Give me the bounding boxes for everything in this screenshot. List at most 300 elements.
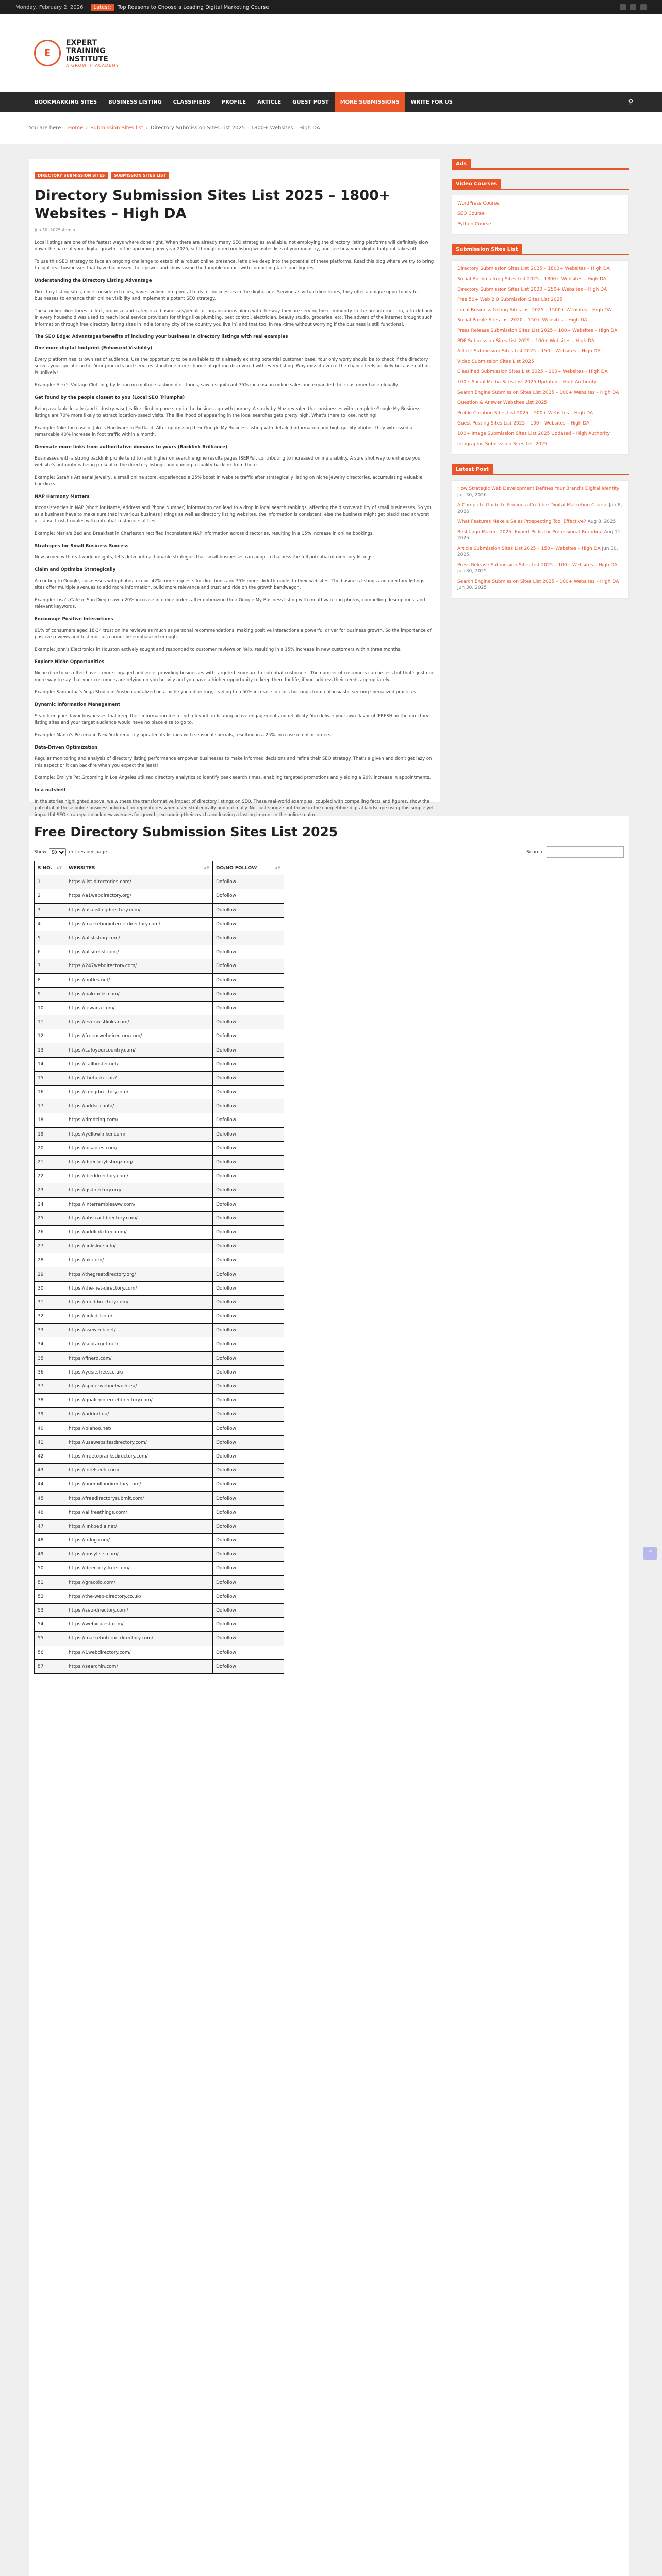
- nav-business-listing[interactable]: BUSINESS LISTING: [108, 99, 162, 105]
- follow-type: Dofollow: [213, 1113, 284, 1127]
- table-search-input[interactable]: [547, 846, 624, 858]
- follow-type: Dofollow: [213, 1071, 284, 1085]
- latest-post-date: Aug 8, 2025: [587, 519, 616, 524]
- breadcrumb-section[interactable]: Submission Sites list: [90, 125, 143, 131]
- website-url[interactable]: https://abstractdirectory.com/: [65, 1211, 213, 1225]
- table-row: [35, 1253, 284, 1267]
- website-url[interactable]: https://spiderwebnetwork.eu/: [65, 1379, 213, 1393]
- latest-post-item[interactable]: [457, 579, 623, 591]
- row-number: 44: [35, 1478, 65, 1492]
- table-row: [35, 1548, 284, 1562]
- website-url[interactable]: https://list-directories.com/: [65, 875, 213, 889]
- article-paragraph: Example: Emily's Pet Grooming in Los Angeles utilized directory analytics to identify peak search times, enabling targeted promotions and yielding a 20% increase in appointments.: [35, 775, 431, 781]
- table-row: [35, 889, 284, 903]
- article-subheading: Dynamic Information Management: [35, 702, 121, 707]
- latest-post-item[interactable]: [457, 562, 623, 574]
- latest-post-title[interactable]: Article Submission Sites List 2025 – 150+ Websites – High DA: [457, 546, 601, 551]
- submission-list-link[interactable]: Guest Posting Sites List 2025 – 100+ Websites – High DA: [457, 421, 590, 426]
- website-url[interactable]: https://hotles.net/: [65, 973, 213, 987]
- row-number: 17: [35, 1099, 65, 1113]
- follow-type: Dofollow: [213, 1127, 284, 1141]
- website-url[interactable]: https://onemillondirectory.com/: [65, 1478, 213, 1492]
- row-number: 55: [35, 1632, 65, 1646]
- follow-type: Dofollow: [213, 1589, 284, 1603]
- article-paragraph: Businesses with a strong backlink profile tend to rank higher on search engine results pages (SERPs), contributing to increased online visibility. A sure shot way to enhance your website's authority is being present in the directory listings and gaining a quality backlink from there.: [35, 456, 422, 468]
- website-url[interactable]: https://uk.com/: [65, 1253, 213, 1267]
- website-url[interactable]: https://blahoo.net/: [65, 1421, 213, 1435]
- website-url[interactable]: https://intelseek.com/: [65, 1464, 213, 1478]
- video-course-link[interactable]: SEO Course: [457, 211, 485, 216]
- follow-type: Dofollow: [213, 1240, 284, 1253]
- latest-post-item[interactable]: [457, 486, 623, 498]
- website-url[interactable]: https://h-log.com/: [65, 1534, 213, 1548]
- breadcrumb-home[interactable]: Home: [68, 125, 84, 131]
- table-row: [35, 1267, 284, 1281]
- column-header-follow[interactable]: DO/NO FOLLOW ▲▼: [213, 861, 284, 875]
- column-header-websites[interactable]: WEBSITES ▲▼: [65, 861, 213, 875]
- table-row: [35, 945, 284, 959]
- website-url[interactable]: https://linkslive.info/: [65, 1240, 213, 1253]
- table-row: [35, 1449, 284, 1463]
- website-url[interactable]: https://allsitelist.com/: [65, 945, 213, 959]
- current-date: Monday, February 2, 2026: [15, 4, 84, 10]
- article-paragraph: 91% of consumers aged 18-34 trust online reviews as much as personal recommendations, making positive interactions a powerful driver for business growth. So the importance of positive reviews and testimonials cannot be emphasized enough.: [35, 628, 432, 640]
- follow-type: Dofollow: [213, 875, 284, 889]
- table-row: [35, 1183, 284, 1197]
- follow-type: Dofollow: [213, 1001, 284, 1015]
- website-url[interactable]: https://allslisting.com/: [65, 931, 213, 945]
- submission-list-link[interactable]: Profile Creation Sites List 2025 – 500+ Websites – High DA: [457, 411, 593, 416]
- table-row: [35, 1324, 284, 1337]
- follow-type: Dofollow: [213, 1659, 284, 1673]
- post-article: [29, 159, 440, 818]
- linkedin-icon[interactable]: [640, 4, 647, 10]
- follow-type: Dofollow: [213, 1365, 284, 1379]
- latest-post-date: Jun 30, 2025: [457, 546, 618, 557]
- table-row: [35, 1295, 284, 1309]
- table-row: [35, 1394, 284, 1408]
- row-number: 16: [35, 1086, 65, 1099]
- nav-classifieds[interactable]: CLASSIFIEDS: [173, 99, 210, 105]
- row-number: 34: [35, 1337, 65, 1351]
- row-number: 43: [35, 1464, 65, 1478]
- follow-type: Dofollow: [213, 1141, 284, 1155]
- table-row: [35, 1492, 284, 1505]
- row-number: 30: [35, 1281, 65, 1295]
- article-paragraph: Example: Alex's Vintage Clothing, by listing on multiple fashion directories, saw a significant 35% increase in online sales and expanded their customer base globally.: [35, 383, 399, 388]
- follow-type: Dofollow: [213, 1449, 284, 1463]
- row-number: 51: [35, 1575, 65, 1589]
- follow-type: Dofollow: [213, 945, 284, 959]
- article-subheading: Get found by the people closest to you (Local SEO Triumphs): [35, 395, 185, 400]
- website-url[interactable]: https://jewana.com/: [65, 1001, 213, 1015]
- website-url[interactable]: https://thegreatdirectory.org/: [65, 1267, 213, 1281]
- row-number: 37: [35, 1379, 65, 1393]
- follow-type: Dofollow: [213, 1646, 284, 1659]
- latest-post-date: Jan 8, 2026: [457, 503, 622, 514]
- row-number: 50: [35, 1562, 65, 1575]
- article-subheading: Understanding the Directory Listing Advantage: [35, 278, 152, 283]
- website-url[interactable]: https://usawebsitesdirectory.com/: [65, 1435, 213, 1449]
- row-number: 9: [35, 987, 65, 1001]
- search-label: Search:: [526, 850, 544, 855]
- website-url[interactable]: https://gracolo.com/: [65, 1575, 213, 1589]
- article-body: [35, 240, 435, 819]
- table-row: [35, 1589, 284, 1603]
- follow-type: Dofollow: [213, 1155, 284, 1169]
- article-paragraph: Example: John's Electronics in Houston actively sought and responded to customer reviews on Yelp, resulting in a 15% increase in new customers within three months.: [35, 647, 402, 652]
- row-number: 10: [35, 1001, 65, 1015]
- row-number: 21: [35, 1155, 65, 1169]
- row-number: 13: [35, 1043, 65, 1057]
- follow-type: Dofollow: [213, 1337, 284, 1351]
- show-label: Show: [34, 850, 47, 855]
- table-row: [35, 1618, 284, 1632]
- facebook-icon[interactable]: [620, 4, 626, 10]
- row-number: 19: [35, 1127, 65, 1141]
- website-url[interactable]: https://congdirectory.info/: [65, 1086, 213, 1099]
- logo-tagline: A GROWTH ACADEMY: [66, 63, 119, 68]
- website-url[interactable]: https://yesitsfree.co.uk/: [65, 1365, 213, 1379]
- row-number: 25: [35, 1211, 65, 1225]
- row-number: 35: [35, 1351, 65, 1365]
- follow-type: Dofollow: [213, 1225, 284, 1239]
- row-number: 54: [35, 1618, 65, 1632]
- website-url[interactable]: https://addurl.nu/: [65, 1408, 213, 1421]
- row-number: 24: [35, 1197, 65, 1211]
- row-number: 15: [35, 1071, 65, 1085]
- article-subheading: Explore Niche Opportunities: [35, 659, 105, 665]
- row-number: 39: [35, 1408, 65, 1421]
- follow-type: Dofollow: [213, 1267, 284, 1281]
- table-row: [35, 1464, 284, 1478]
- website-url[interactable]: https://gsdirectory.org/: [65, 1183, 213, 1197]
- follow-type: Dofollow: [213, 1478, 284, 1492]
- follow-type: Dofollow: [213, 1505, 284, 1519]
- submission-list-link[interactable]: 100+ Image Submission Sites List 2025 Updated – High Authority: [457, 431, 610, 436]
- row-number: 7: [35, 959, 65, 973]
- row-number: 27: [35, 1240, 65, 1253]
- row-number: 6: [35, 945, 65, 959]
- row-number: 5: [35, 931, 65, 945]
- article-paragraph: Directory listing sites, once considered relics, have evolved into pivotal tools for businesses in the digital age. Serving as virtual directories, they offer a unique opportunity for businesses to enhance their online visibility and implement a potent SEO strategy.: [35, 290, 419, 301]
- website-url[interactable]: https://thetusker.biz/: [65, 1071, 213, 1085]
- latest-post-title[interactable]: Best Logo Makers 2025: Expert Picks for Professional Branding: [457, 530, 603, 535]
- table-row: [35, 1225, 284, 1239]
- latest-post-item[interactable]: [457, 519, 623, 525]
- latest-news-link[interactable]: Top Reasons to Choose a Leading Digital Marketing Course: [117, 4, 269, 10]
- website-url[interactable]: https://everbestlinks.com/: [65, 1015, 213, 1029]
- submission-list-link[interactable]: Question & Answer Websites List 2025: [457, 400, 547, 405]
- submission-list-link[interactable]: Article Submission Sites List 2025 – 150+ Websites – High DA: [457, 349, 601, 354]
- website-url[interactable]: https://yellowlinker.com/: [65, 1127, 213, 1141]
- search-icon[interactable]: ⚲: [628, 98, 633, 106]
- article-paragraph: Example: Marco's Pizzeria in New York regularly updated its listings with seasonal specials, resulting in a 25% increase in online orders.: [35, 733, 332, 738]
- submission-list-link[interactable]: Social Profile Sites List 2020 – 150+ Websites – High DA: [457, 318, 587, 323]
- follow-type: Dofollow: [213, 1534, 284, 1548]
- table-row: [35, 1170, 284, 1183]
- breadcrumb: You are here : Home › Submission Sites list › Directory Submission Sites List 2025 – 1800+ Websites – High DA: [0, 112, 662, 144]
- row-number: 45: [35, 1492, 65, 1505]
- nav-bookmarking[interactable]: BOOKMARKING SITES: [35, 99, 97, 105]
- follow-type: Dofollow: [213, 1575, 284, 1589]
- submission-list-link[interactable]: PDF Submission Sites List 2025 – 100+ Websites – High DA: [457, 338, 595, 344]
- directory-table-section: [29, 816, 629, 2576]
- logo-mark: E: [34, 40, 61, 66]
- row-number: 56: [35, 1646, 65, 1659]
- row-number: 23: [35, 1183, 65, 1197]
- table-row: [35, 1646, 284, 1659]
- table-row: [35, 931, 284, 945]
- follow-type: Dofollow: [213, 1043, 284, 1057]
- table-row: [35, 1057, 284, 1071]
- video-course-link[interactable]: Python Course: [457, 222, 491, 227]
- latest-post-title[interactable]: How Strategic Web Development Defines Your Brand's Digital Identity: [457, 486, 620, 492]
- website-url[interactable]: https://usalistingdirectory.com/: [65, 903, 213, 917]
- article-paragraph: These online directories collect, organize and categorize businesses/people or organizations along with the way they are serving the community. In the pre-internet era, a thick book in every household was used to reach local service providers for things like plumbing, pest control, electrician, beauty studio, groceries, etc. The advent of the internet brought such information through free directory listing sites in India (or any city of the country you live in) and that too, in real-time without worrying if the business is still functional.: [35, 309, 433, 327]
- follow-type: Dofollow: [213, 1310, 284, 1324]
- row-number: 40: [35, 1421, 65, 1435]
- article-subheading: Strategies for Small Business Success: [35, 544, 129, 549]
- table-row: [35, 1365, 284, 1379]
- row-number: 18: [35, 1113, 65, 1127]
- website-url[interactable]: https://marketinginternetdirectory.com/: [65, 917, 213, 931]
- table-row: [35, 1281, 284, 1295]
- submission-list-link[interactable]: Infographic Submission Sites List 2025: [457, 442, 548, 447]
- widget-title: Latest Post: [452, 464, 493, 475]
- logo-line2: TRAINING: [66, 46, 106, 55]
- table-row: [35, 1435, 284, 1449]
- submission-list-widget: [452, 244, 629, 455]
- top-bar: [0, 0, 662, 14]
- article-paragraph: Example: Sarah's Artisanal Jewelry, a small online store, experienced a 25% boost in website traffic after strategically listing on niche jewelry directories, accumulating valuable backlinks.: [35, 475, 423, 487]
- widget-title: Video Courses: [452, 179, 501, 190]
- table-row: [35, 903, 284, 917]
- submission-list-link[interactable]: Social Bookmarking Sites List 2025 – 1800+ Websites – High DA: [457, 277, 607, 282]
- follow-type: Dofollow: [213, 1618, 284, 1632]
- table-row: [35, 1029, 284, 1043]
- website-url[interactable]: https://interrambleaww.com/: [65, 1197, 213, 1211]
- site-header: [0, 14, 662, 92]
- logo-line1: EXPERT: [66, 38, 97, 47]
- latest-post-title[interactable]: Press Release Submission Sites List 2025 – 100+ Websites – High DA: [457, 563, 618, 568]
- table-row: [35, 973, 284, 987]
- website-url[interactable]: https://pakranks.com/: [65, 987, 213, 1001]
- website-url[interactable]: https://the-net-directory.com/: [65, 1281, 213, 1295]
- follow-type: Dofollow: [213, 1408, 284, 1421]
- follow-type: Dofollow: [213, 889, 284, 903]
- twitter-icon[interactable]: [630, 4, 636, 10]
- latest-post-widget: [452, 464, 629, 599]
- row-number: 12: [35, 1029, 65, 1043]
- article-paragraph: To use this SEO strategy to face an ongoing challenge to establish a robust online presence, let's dive deep into the potential of these platforms. Read this blog where we try to bring to light real businesses that have harnessed their power and showcasing the tangible impact with compelling facts and figures.: [35, 259, 434, 271]
- article-paragraph: Now armed with real-world insights, let's delve into actionable strategies that small businesses can adopt to harness the full potential of directory listings:: [35, 555, 374, 560]
- submission-list-link[interactable]: Free 50+ Web 2.0 Submission Sites List 2025: [457, 297, 563, 302]
- row-number: 47: [35, 1519, 65, 1533]
- table-controls: [34, 846, 624, 858]
- table-row: [35, 1659, 284, 1673]
- follow-type: Dofollow: [213, 1324, 284, 1337]
- article-subheading: Data-Driven Optimization: [35, 745, 98, 750]
- follow-type: Dofollow: [213, 1295, 284, 1309]
- follow-type: Dofollow: [213, 973, 284, 987]
- website-url[interactable]: https://the-web-directory.co.uk/: [65, 1589, 213, 1603]
- follow-type: Dofollow: [213, 1183, 284, 1197]
- website-url[interactable]: https://247webdirectory.com/: [65, 959, 213, 973]
- row-number: 31: [35, 1295, 65, 1309]
- follow-type: Dofollow: [213, 903, 284, 917]
- row-number: 4: [35, 917, 65, 931]
- article-paragraph: Inconsistencies in NAP (short for Name, Address and Phone Number) information can lead to a drop in local search rankings, affecting the discoverability of small businesses. So you as a business have to make sure that in various business listings as well as directory listing websites, the information is consistent, else the business might get blacklisted at worst or cause trust-troubles with potential customers at best.: [35, 505, 433, 524]
- row-number: 33: [35, 1324, 65, 1337]
- website-url[interactable]: https://qualityinternetdirectory.com/: [65, 1394, 213, 1408]
- nav-more-submissions[interactable]: MORE SUBMISSIONS: [335, 92, 405, 112]
- row-number: 20: [35, 1141, 65, 1155]
- row-number: 14: [35, 1057, 65, 1071]
- submission-list-link[interactable]: 100+ Social Media Sites List 2025 Updated – High Authority: [457, 380, 597, 385]
- row-number: 42: [35, 1449, 65, 1463]
- row-number: 57: [35, 1659, 65, 1673]
- video-courses-widget: [452, 179, 629, 235]
- website-url[interactable]: https://sseweek.net/: [65, 1324, 213, 1337]
- website-url[interactable]: https://seo-directory.com/: [65, 1603, 213, 1617]
- table-row: [35, 1505, 284, 1519]
- website-url[interactable]: https://marketinternetdirectory.com/: [65, 1632, 213, 1646]
- breadcrumb-current: Directory Submission Sites List 2025 – 1800+ Websites – High DA: [150, 125, 320, 131]
- submission-list-link[interactable]: Directory Submission Sites List 2020 – 250+ Websites – High DA: [457, 287, 607, 292]
- website-url[interactable]: https://directorylistingz.org/: [65, 1155, 213, 1169]
- row-number: 48: [35, 1534, 65, 1548]
- article-subheading: Generate more links from authoritative domains to yours (Backlink Brilliance): [35, 445, 227, 450]
- website-url[interactable]: https://directory-free.com/: [65, 1562, 213, 1575]
- social-icons: [620, 4, 647, 10]
- submission-list-link[interactable]: Press Release Submission Sites List 2025 – 100+ Websites – High DA: [457, 328, 618, 333]
- website-url[interactable]: https://feeddirectory.com/: [65, 1295, 213, 1309]
- scroll-to-top-button[interactable]: ⌃: [643, 1547, 657, 1560]
- website-url[interactable]: https://addsite.info/: [65, 1099, 213, 1113]
- website-url[interactable]: https://finerd.com/: [65, 1351, 213, 1365]
- website-url[interactable]: https://linkpedia.net/: [65, 1519, 213, 1533]
- website-url[interactable]: https://webxquest.com/: [65, 1618, 213, 1632]
- website-url[interactable]: https://linkidd.info/: [65, 1310, 213, 1324]
- article-subheading: Encourage Positive Interactions: [35, 617, 113, 622]
- row-number: 29: [35, 1267, 65, 1281]
- breadcrumb-prefix: You are here: [29, 125, 61, 131]
- nav-guest-post[interactable]: GUEST POST: [292, 99, 329, 105]
- latest-post-title[interactable]: What Features Make a Sales Prospecting Tool Effective?: [457, 519, 586, 524]
- latest-post-item[interactable]: [457, 502, 623, 515]
- follow-type: Dofollow: [213, 1170, 284, 1183]
- post-title: Directory Submission Sites List 2025 – 1800+ Websites – High DA: [35, 188, 391, 222]
- website-url[interactable]: https://freeprwebdirectory.com/: [65, 1029, 213, 1043]
- article-subheading: NAP Harmony Matters: [35, 494, 90, 499]
- website-url[interactable]: https://cafoyourcountry.com/: [65, 1043, 213, 1057]
- article-paragraph: Regular monitoring and analysis of directory listing performance empower businesses to make informed decisions and refine their SEO strategy. That's a given and don't get lazy on this aspect or it can backfire when you expect the least!: [35, 756, 432, 768]
- article-paragraph: Every platform has its own set of audience. Use the opportunity to be available to this already existing potential customer base. Your only worry should be to check if the directory serves your specific niche. Your products and services stand one more chance of getting discovered with every listing. Why miss it even if the chance feels unlikely because nothing is unlikely!: [35, 357, 432, 376]
- latest-post-item[interactable]: [457, 529, 623, 541]
- table-row: [35, 1632, 284, 1646]
- website-url[interactable]: https://allfreethings.com/: [65, 1505, 213, 1519]
- follow-type: Dofollow: [213, 1253, 284, 1267]
- category-badge[interactable]: DIRECTORY SUBMISSION SITES: [35, 172, 108, 179]
- website-url[interactable]: https://freetopranksdirectory.com/: [65, 1449, 213, 1463]
- latest-post-date: Jan 30, 2026: [457, 493, 487, 498]
- latest-post-date: Aug 11, 2025: [457, 530, 622, 541]
- follow-type: Dofollow: [213, 1057, 284, 1071]
- latest-post-title[interactable]: A Complete Guide to Finding a Credible Digital Marketing Course: [457, 503, 608, 508]
- table-row: [35, 1562, 284, 1575]
- row-number: 11: [35, 1015, 65, 1029]
- website-url[interactable]: https://freedirectorysubmit.com/: [65, 1492, 213, 1505]
- latest-post-title[interactable]: Search Engine Submission Sites List 2025 – 100+ Websites – High DA: [457, 579, 619, 584]
- follow-type: Dofollow: [213, 1464, 284, 1478]
- table-row: [35, 1155, 284, 1169]
- table-row: [35, 1351, 284, 1365]
- submission-list-link[interactable]: Directory Submission Sites List 2025 – 1800+ Websites – High DA: [457, 266, 610, 272]
- table-row: [35, 1603, 284, 1617]
- site-logo[interactable]: [34, 39, 119, 68]
- website-url[interactable]: https://callbuster.net/: [65, 1057, 213, 1071]
- follow-type: Dofollow: [213, 1519, 284, 1533]
- article-paragraph: Example: Lisa's Café in San Diego saw a 20% increase in online orders after optimizing their Google My Business listing with mouthwatering photos, compelling descriptions, and relevant keywords.: [35, 598, 425, 609]
- table-row: [35, 1113, 284, 1127]
- category-badge[interactable]: SUBMISSION SITES LIST: [111, 172, 169, 179]
- website-url[interactable]: https://dmozing.com/: [65, 1113, 213, 1127]
- follow-type: Dofollow: [213, 1548, 284, 1562]
- article-subheading: In a nutshell: [35, 788, 65, 793]
- website-url[interactable]: https://1webdirectory.com/: [65, 1646, 213, 1659]
- article-paragraph: Being available locally (and industry-wise) is like climbing one step in the business growth journey. A study by Moz revealed that businesses with complete Google My Business listings are 70% more likely to attract location-based visits. The likelihood of appearing in the local searches gets pretty high. What's there to lose, nothing!: [35, 406, 421, 418]
- table-row: [35, 1127, 284, 1141]
- article-paragraph: Niche directories often have a more engaged audience, providing businesses with targeted exposure to potential customers. The number of customers can be less but that's just one more way to say that your customers are relying on you heavily and you have a higher opportunity to keep them for life, if you address their needs appropriately.: [35, 671, 435, 683]
- table-row: [35, 1534, 284, 1548]
- video-course-link[interactable]: WordPress Course: [457, 201, 500, 206]
- website-url[interactable]: https://busylists.com/: [65, 1548, 213, 1562]
- row-number: 26: [35, 1225, 65, 1239]
- submission-list-link[interactable]: Search Engine Submission Sites List 2025 – 100+ Websites – High DA: [457, 390, 619, 395]
- website-url[interactable]: https://a1webdirectory.org/: [65, 889, 213, 903]
- website-url[interactable]: https://searchin.com/: [65, 1659, 213, 1673]
- column-header-sno[interactable]: S NO. ▲▼: [35, 861, 65, 875]
- main-nav: [0, 92, 662, 112]
- submission-list-link[interactable]: Classified Submission Sites List 2025 – 100+ Websites – High DA: [457, 369, 608, 375]
- follow-type: Dofollow: [213, 1435, 284, 1449]
- website-url[interactable]: https://seotarget.net/: [65, 1337, 213, 1351]
- entries-select[interactable]: [49, 848, 66, 856]
- latest-post-item[interactable]: [457, 546, 623, 558]
- table-row: [35, 875, 284, 889]
- submission-list-link[interactable]: Local Business Listing Sites List 2025 – 1500+ Websites – High DA: [457, 308, 611, 313]
- row-number: 49: [35, 1548, 65, 1562]
- row-number: 32: [35, 1310, 65, 1324]
- website-url[interactable]: https://pisanies.com/: [65, 1141, 213, 1155]
- row-number: 28: [35, 1253, 65, 1267]
- table-row: [35, 1310, 284, 1324]
- submission-list-link[interactable]: Video Submission Sites List 2025: [457, 359, 534, 364]
- table-row: [35, 959, 284, 973]
- website-url[interactable]: https://addlinkzfree.com/: [65, 1225, 213, 1239]
- website-url[interactable]: https://ibeddirectory.com/: [65, 1170, 213, 1183]
- follow-type: Dofollow: [213, 1492, 284, 1505]
- follow-type: Dofollow: [213, 1562, 284, 1575]
- row-number: 46: [35, 1505, 65, 1519]
- nav-profile[interactable]: PROFILE: [221, 99, 246, 105]
- follow-type: Dofollow: [213, 917, 284, 931]
- table-row: [35, 1015, 284, 1029]
- follow-type: Dofollow: [213, 1394, 284, 1408]
- nav-article[interactable]: ARTICLE: [257, 99, 282, 105]
- nav-write-for-us[interactable]: WRITE FOR US: [410, 99, 453, 105]
